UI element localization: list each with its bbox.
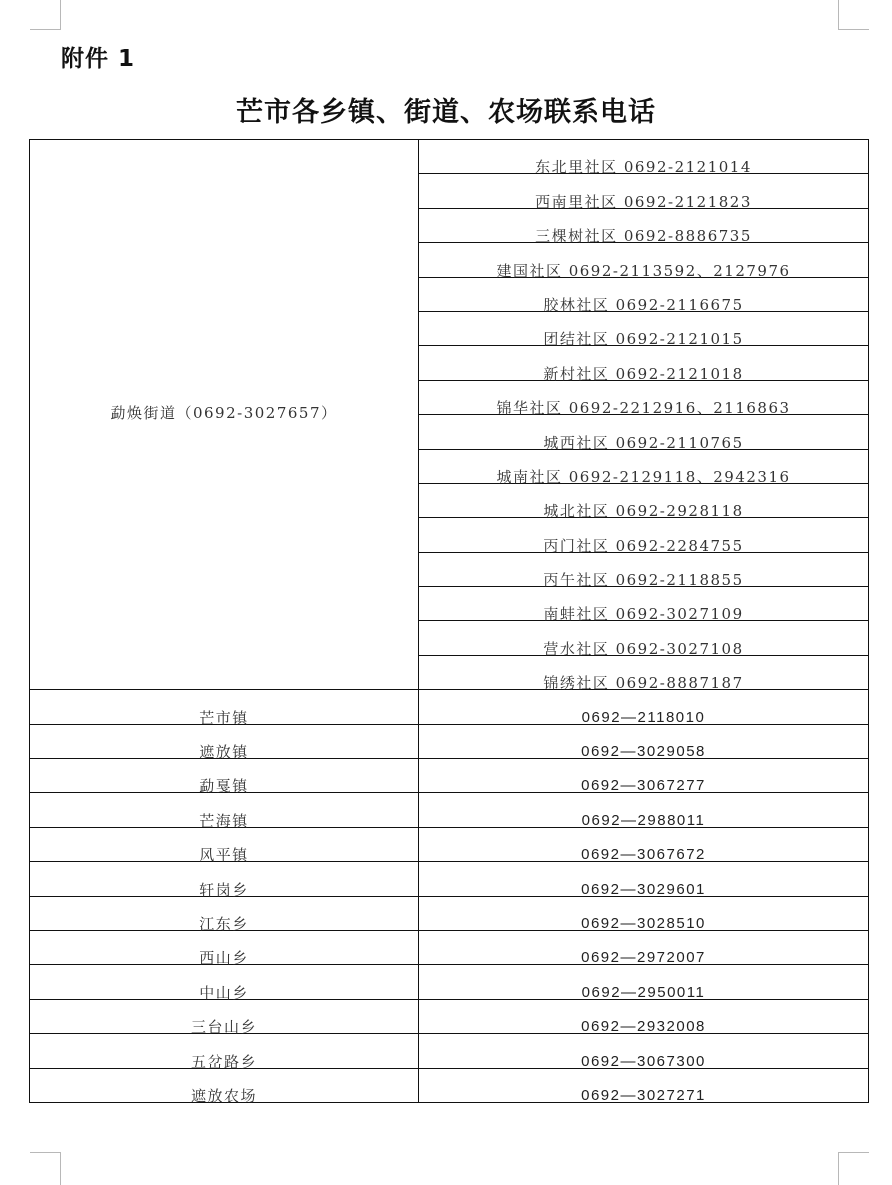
township-name: 遮放镇: [199, 743, 249, 762]
street-office-name: 勐焕街道（0692-3027657）: [110, 403, 338, 422]
township-name-cell: [30, 999, 419, 1037]
community-cell: [419, 415, 869, 452]
contacts-table: [29, 139, 869, 1103]
township-phone: 0692—2932008: [581, 1018, 706, 1036]
township-phone-cell: [419, 759, 869, 793]
community-cell: [419, 587, 869, 624]
community-entry: 锦绣社区 0692-8887187: [543, 674, 744, 693]
community-entry: 锦华社区 0692-2212916、2116863: [496, 399, 791, 418]
table-row: [30, 140, 869, 174]
township-phone: 0692—3067300: [581, 1052, 706, 1070]
community-cell: [419, 449, 869, 486]
township-name: 风平镇: [199, 846, 249, 865]
township-phone-cell: [419, 827, 869, 864]
community-cell: [419, 552, 869, 590]
township-phone-cell: [419, 930, 869, 967]
township-name: 五岔路乡: [190, 1052, 257, 1071]
attachment-label: 附件 1: [61, 46, 136, 72]
table-row: [30, 930, 869, 964]
township-phone-cell: [419, 1068, 869, 1102]
community-entry: 南蚌社区 0692-3027109: [543, 605, 744, 624]
township-name: 江东乡: [199, 914, 249, 933]
community-cell: [419, 243, 869, 280]
township-name: 芒市镇: [199, 708, 249, 727]
township-phone-cell: [419, 965, 869, 999]
community-entry: 丙午社区 0692-2118855: [543, 571, 744, 590]
crop-mark-bottom-left: [30, 1152, 61, 1185]
community-entry: 东北里社区 0692-2121014: [535, 158, 752, 177]
community-entry: 三棵树社区 0692-8886735: [535, 227, 752, 246]
township-name-cell: [30, 930, 419, 968]
township-phone-cell: [419, 724, 869, 761]
township-name-cell: [30, 896, 419, 933]
township-name-cell: [30, 793, 419, 830]
township-phone: 0692—2118010: [581, 708, 706, 726]
township-name: 轩岗乡: [199, 880, 249, 899]
street-office-cell: [30, 140, 419, 690]
township-name-cell: [30, 759, 419, 796]
table-row: [30, 896, 869, 930]
township-phone: 0692—3029601: [581, 880, 706, 898]
community-entry: 建国社区 0692-2113592、2127976: [496, 261, 791, 280]
crop-mark-top-left: [30, 0, 61, 30]
township-name: 三台山乡: [190, 1018, 257, 1037]
township-phone-cell: [419, 862, 869, 896]
township-phone-cell: [419, 690, 869, 724]
township-phone: 0692—3027271: [581, 1086, 706, 1104]
community-cell: [419, 174, 869, 211]
community-entry: 新村社区 0692-2121018: [543, 364, 744, 383]
table-row: [30, 759, 869, 793]
community-entry: 城南社区 0692-2129118、2942316: [496, 467, 791, 486]
community-entry: 团结社区 0692-2121015: [543, 330, 744, 349]
township-phone: 0692—3067672: [581, 846, 706, 864]
community-cell: [419, 311, 869, 349]
township-name-cell: [30, 724, 419, 762]
township-phone: 0692—3067277: [581, 777, 706, 795]
township-phone-cell: [419, 793, 869, 827]
community-entry: 丙门社区 0692-2284755: [543, 536, 744, 555]
township-phone: 0692—2950011: [581, 983, 706, 1001]
township-phone: 0692—3029058: [581, 743, 706, 761]
table-row: [30, 1034, 869, 1068]
table-row: [30, 1068, 869, 1102]
community-cell: [419, 518, 869, 555]
page-title: 芒市各乡镇、街道、农场联系电话: [236, 97, 656, 128]
township-phone: 0692—3028510: [581, 914, 706, 932]
community-cell: [419, 655, 869, 693]
township-name: 中山乡: [199, 983, 249, 1002]
community-cell: [419, 380, 869, 418]
township-name-cell: [30, 690, 419, 727]
community-cell: [419, 621, 869, 658]
community-entry: 城北社区 0692-2928118: [543, 502, 744, 521]
township-name: 勐戛镇: [199, 777, 249, 796]
township-phone: 0692—2972007: [581, 949, 706, 967]
table-row: [30, 862, 869, 896]
table-row: [30, 690, 869, 724]
community-entry: 西南里社区 0692-2121823: [535, 192, 752, 211]
community-cell: [419, 208, 869, 246]
township-phone: 0692—2988011: [581, 811, 706, 829]
crop-mark-top-right: [838, 0, 869, 30]
community-cell: [419, 277, 869, 314]
table-row: [30, 724, 869, 758]
township-name-cell: [30, 862, 419, 899]
township-name: 芒海镇: [199, 811, 249, 830]
township-phone-cell: [419, 1034, 869, 1068]
township-name: 西山乡: [199, 949, 249, 968]
township-name-cell: [30, 1034, 419, 1071]
table-row: [30, 827, 869, 861]
township-name-cell: [30, 827, 419, 865]
community-cell: [419, 483, 869, 521]
township-name-cell: [30, 1068, 419, 1105]
township-name: 遮放农场: [190, 1086, 257, 1105]
community-cell: [419, 140, 869, 177]
township-name-cell: [30, 965, 419, 1002]
table-row: [30, 965, 869, 999]
township-phone-cell: [419, 999, 869, 1036]
community-entry: 营水社区 0692-3027108: [543, 639, 744, 658]
township-phone-cell: [419, 896, 869, 930]
table-row: [30, 999, 869, 1033]
community-cell: [419, 346, 869, 383]
community-entry: 胶林社区 0692-2116675: [543, 295, 744, 314]
table-row: [30, 793, 869, 827]
community-entry: 城西社区 0692-2110765: [543, 433, 744, 452]
crop-mark-bottom-right: [838, 1152, 869, 1185]
